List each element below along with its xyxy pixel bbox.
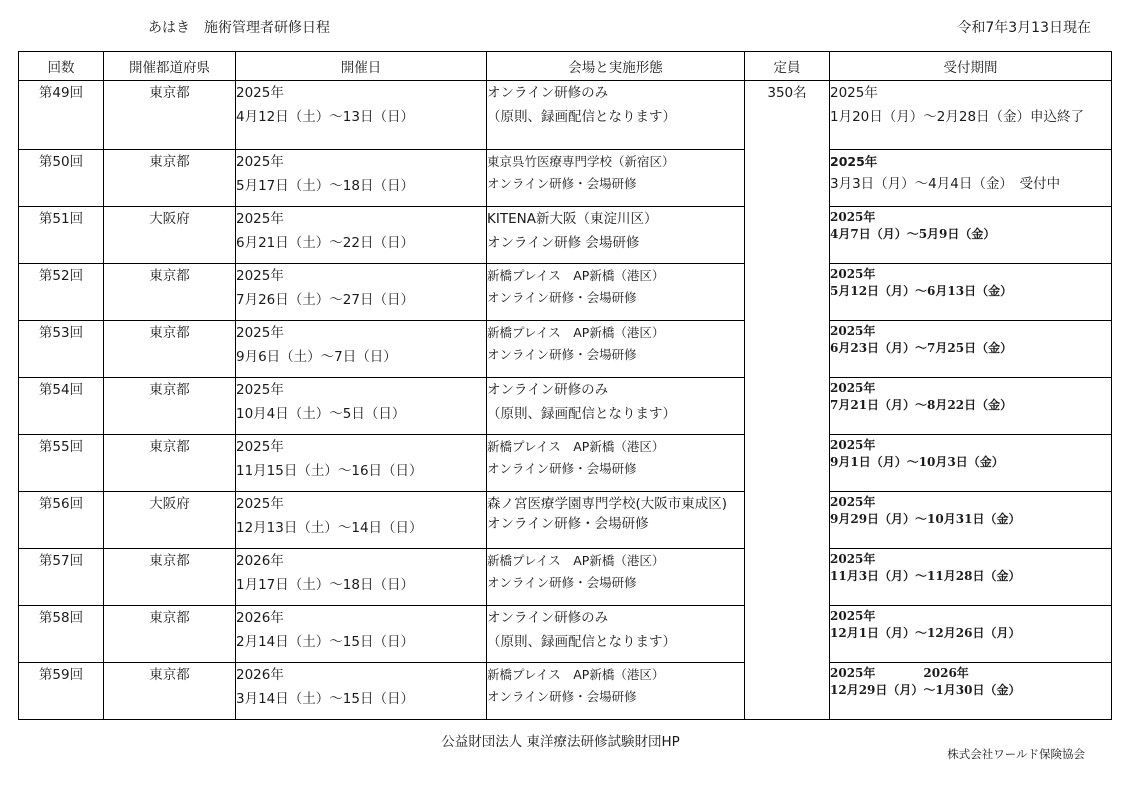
schedule-table (18, 51, 1112, 720)
col-header-round: 回数 (19, 52, 104, 81)
event-days: 11月15日（土）～16日（日） (236, 463, 423, 479)
reception-year: 2025年 (830, 381, 876, 395)
venue-line-1: 新橋プレイス AP新橋（港区） (487, 268, 665, 283)
venue-line-1: KITENA新大阪（東淀川区） (487, 211, 658, 227)
event-date (236, 321, 487, 378)
venue (487, 81, 745, 150)
event-date (236, 207, 487, 264)
reception-dates: 12月1日（月）～12月26日（月） (830, 626, 1021, 640)
round-number: 第53回 (19, 321, 104, 378)
prefecture: 東京都 (104, 264, 236, 321)
reception-period (830, 321, 1112, 378)
venue-line-1: 新橋プレイス AP新橋（港区） (487, 553, 665, 568)
page-title: あはき 施術管理者研修日程 (148, 20, 330, 36)
table-row (19, 264, 1112, 321)
table-row (19, 606, 1112, 663)
event-year: 2025年 (236, 439, 284, 455)
venue-line-2: オンライン研修・会場研修 (487, 176, 637, 191)
reception-dates: 11月3日（月）～11月28日（金） (830, 569, 1021, 583)
event-date (236, 150, 487, 207)
event-year: 2026年 (236, 610, 284, 626)
venue (487, 150, 745, 207)
event-year: 2025年 (236, 85, 284, 101)
round-number: 第55回 (19, 435, 104, 492)
venue-line-2: オンライン研修・会場研修 (487, 347, 637, 362)
round-number: 第52回 (19, 264, 104, 321)
reception-year: 2025年 2026年 (830, 666, 969, 680)
as-of-date: 令和7年3月13日現在 (957, 20, 1091, 36)
reception-period (830, 81, 1112, 150)
table-row (19, 549, 1112, 606)
col-header-prefecture: 開催都道府県 (104, 52, 236, 81)
company-name: 株式会社ワールド保険協会 (947, 747, 1085, 761)
venue-line-1: 森ノ宮医療学園専門学校(大阪市東成区) (487, 496, 728, 512)
event-days: 6月21日（土）～22日（日） (236, 235, 414, 251)
reception-year: 2025年 (830, 267, 876, 281)
col-header-venue: 会場と実施形態 (487, 52, 745, 81)
event-date (236, 378, 487, 435)
venue-line-1: 新橋プレイス AP新橋（港区） (487, 439, 665, 454)
event-days: 2月14日（土）～15日（日） (236, 634, 414, 650)
reception-year: 2025年 (830, 154, 878, 169)
event-date (236, 81, 487, 150)
venue-line-1: 新橋プレイス AP新橋（港区） (487, 667, 665, 682)
round-number: 第49回 (19, 81, 104, 150)
reception-period (830, 207, 1112, 264)
prefecture: 東京都 (104, 150, 236, 207)
round-number: 第56回 (19, 492, 104, 549)
event-days: 7月26日（土）～27日（日） (236, 292, 414, 308)
venue-line-2: オンライン研修・会場研修 (487, 575, 637, 590)
table-row (19, 321, 1112, 378)
venue-line-2: オンライン研修・会場研修 (487, 689, 637, 704)
event-year: 2025年 (236, 211, 284, 227)
venue-line-2: （原則、録画配信となります） (487, 109, 676, 125)
table-header-row (19, 52, 1112, 81)
table-row (19, 378, 1112, 435)
prefecture: 大阪府 (104, 492, 236, 549)
venue (487, 492, 745, 549)
venue-line-2: オンライン研修・会場研修 (487, 290, 637, 305)
event-date (236, 606, 487, 663)
event-year: 2025年 (236, 268, 284, 284)
reception-year: 2025年 (830, 552, 876, 566)
event-year: 2025年 (236, 496, 284, 512)
prefecture: 大阪府 (104, 207, 236, 264)
event-year: 2026年 (236, 667, 284, 683)
reception-dates: 3月3日（月）～4月4日（金） 受付中 (830, 176, 1061, 192)
reception-dates: 5月12日（月）～6月13日（金） (830, 284, 1013, 298)
event-date (236, 549, 487, 606)
event-days: 4月12日（土）～13日（日） (236, 109, 414, 125)
venue-line-2: オンライン研修 会場研修 (487, 235, 640, 251)
reception-dates: 6月23日（月）～7月25日（金） (830, 341, 1013, 355)
reception-year: 2025年 (830, 210, 876, 224)
venue-line-2: オンライン研修・会場研修 (487, 516, 649, 532)
table-row (19, 207, 1112, 264)
reception-year: 2025年 (830, 324, 876, 338)
reception-year: 2025年 (830, 495, 876, 509)
round-number: 第51回 (19, 207, 104, 264)
col-header-reception: 受付期間 (830, 52, 1112, 81)
event-days: 1月17日（土）～18日（日） (236, 577, 414, 593)
reception-year: 2025年 (830, 438, 876, 452)
reception-period (830, 663, 1112, 720)
capacity: 350名 (745, 81, 830, 720)
venue (487, 264, 745, 321)
event-date (236, 663, 487, 720)
event-year: 2026年 (236, 553, 284, 569)
col-header-date: 開催日 (236, 52, 487, 81)
reception-dates: 12月29日（月）～1月30日（金） (830, 683, 1021, 697)
reception-period (830, 492, 1112, 549)
reception-period (830, 435, 1112, 492)
venue (487, 606, 745, 663)
prefecture: 東京都 (104, 378, 236, 435)
reception-dates: 9月1日（月）～10月3日（金） (830, 455, 1004, 469)
table-row (19, 663, 1112, 720)
reception-dates: 1月20日（月）～2月28日（金）申込終了 (830, 109, 1085, 125)
table-row (19, 492, 1112, 549)
reception-period (830, 606, 1112, 663)
round-number: 第57回 (19, 549, 104, 606)
reception-year: 2025年 (830, 609, 876, 623)
venue-line-1: オンライン研修のみ (487, 382, 609, 398)
col-header-capacity: 定員 (745, 52, 830, 81)
round-number: 第58回 (19, 606, 104, 663)
event-days: 9月6日（土）～7日（日） (236, 349, 397, 365)
reception-period (830, 150, 1112, 207)
table-row (19, 435, 1112, 492)
event-days: 12月13日（土）～14日（日） (236, 520, 423, 536)
event-year: 2025年 (236, 382, 284, 398)
venue (487, 435, 745, 492)
reception-dates: 4月7日（月）～5月9日（金） (830, 227, 996, 241)
venue (487, 549, 745, 606)
round-number: 第50回 (19, 150, 104, 207)
venue (487, 663, 745, 720)
prefecture: 東京都 (104, 81, 236, 150)
reception-period (830, 264, 1112, 321)
reception-dates: 7月21日（月）～8月22日（金） (830, 398, 1013, 412)
table-row (19, 150, 1112, 207)
source-note: 公益財団法人 東洋療法研修試験財団HP (441, 734, 680, 750)
prefecture: 東京都 (104, 435, 236, 492)
event-days: 10月4日（土）～5日（日） (236, 406, 406, 422)
venue-line-2: オンライン研修・会場研修 (487, 461, 637, 476)
venue-line-1: オンライン研修のみ (487, 610, 609, 626)
venue-line-1: 新橋プレイス AP新橋（港区） (487, 325, 665, 340)
venue-line-1: オンライン研修のみ (487, 85, 609, 101)
reception-period (830, 378, 1112, 435)
reception-dates: 9月29日（月）～10月31日（金） (830, 512, 1021, 526)
venue (487, 321, 745, 378)
table-row (19, 81, 1112, 150)
prefecture: 東京都 (104, 606, 236, 663)
venue (487, 378, 745, 435)
venue-line-1: 東京呉竹医療専門学校（新宿区） (487, 154, 675, 169)
prefecture: 東京都 (104, 663, 236, 720)
venue (487, 207, 745, 264)
venue-line-2: （原則、録画配信となります） (487, 406, 676, 422)
reception-year: 2025年 (830, 85, 878, 101)
event-days: 3月14日（土）～15日（日） (236, 691, 414, 707)
event-date (236, 435, 487, 492)
reception-period (830, 549, 1112, 606)
event-year: 2025年 (236, 325, 284, 341)
prefecture: 東京都 (104, 321, 236, 378)
event-date (236, 264, 487, 321)
event-days: 5月17日（土）～18日（日） (236, 178, 414, 194)
event-year: 2025年 (236, 154, 284, 170)
prefecture: 東京都 (104, 549, 236, 606)
round-number: 第59回 (19, 663, 104, 720)
venue-line-2: （原則、録画配信となります） (487, 634, 676, 650)
round-number: 第54回 (19, 378, 104, 435)
event-date (236, 492, 487, 549)
